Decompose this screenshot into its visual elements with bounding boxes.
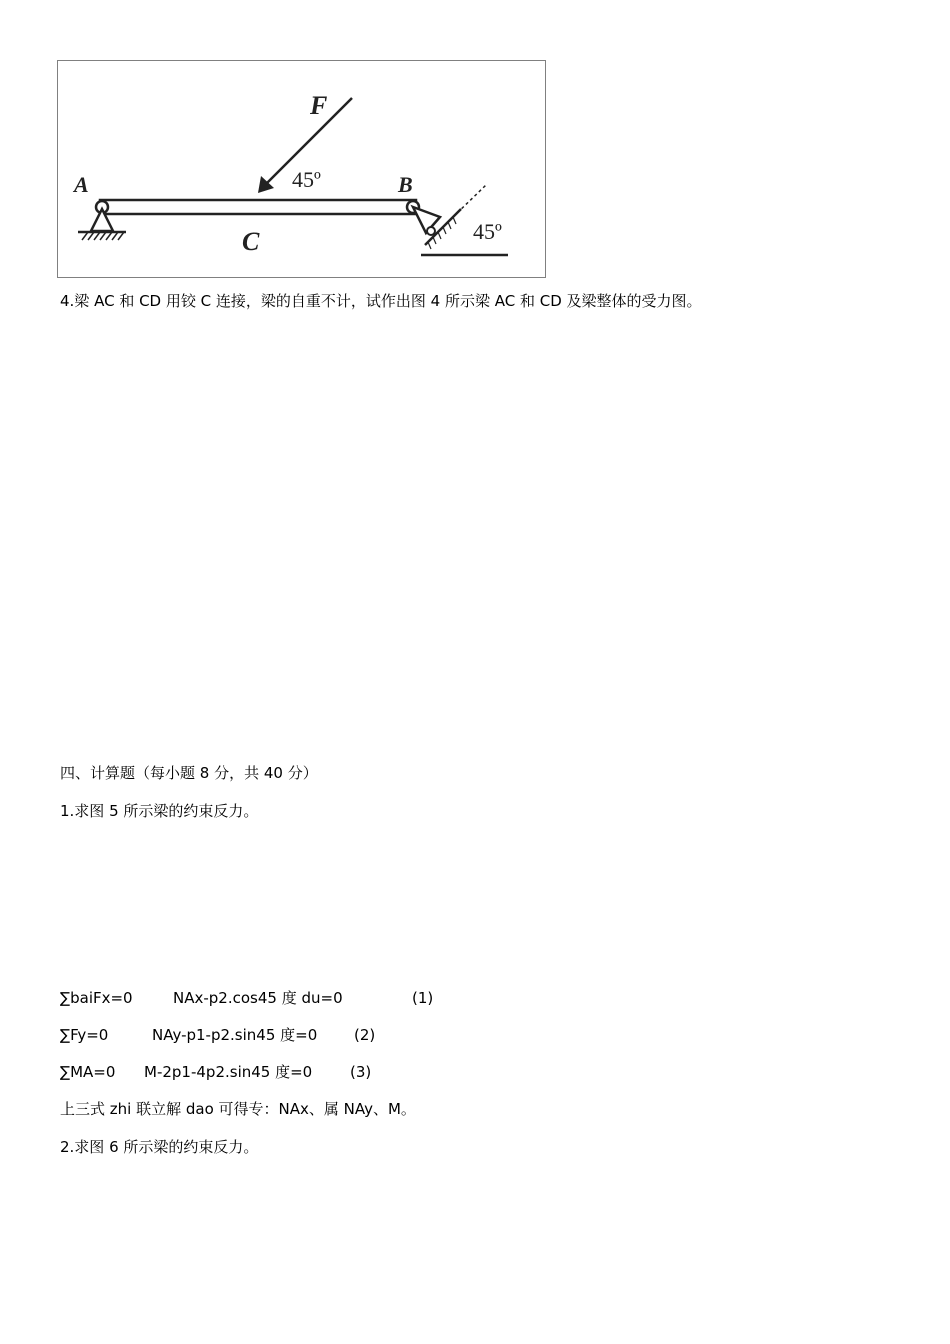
equation-expression: NAx-p2.cos45 度 du=0: [173, 989, 343, 1007]
equation-lhs: ∑MA=0: [60, 1063, 116, 1081]
point-a-label: A: [74, 172, 89, 197]
equation-row: [60, 988, 660, 1008]
calc-question-2: 2.求图 6 所示梁的约束反力。: [60, 1138, 259, 1156]
force-label: F: [310, 91, 328, 120]
beam-figure: [57, 60, 546, 278]
solution-text: 上三式 zhi 联立解 dao 可得专：NAx、属 NAy、M。: [60, 1100, 416, 1118]
point-c-label: C: [242, 227, 260, 256]
equation-expression: NAy-p1-p2.sin45 度=0: [152, 1026, 318, 1044]
equation-lhs: ∑baiFx=0: [60, 989, 133, 1007]
equation-number: (1): [412, 989, 434, 1007]
equation-row: [60, 1062, 660, 1082]
point-b-label: B: [398, 172, 413, 197]
equation-row: [60, 1025, 660, 1045]
question-4-text: 4.梁 AC 和 CD 用铰 C 连接，梁的自重不计，试作出图 4 所示梁 AC 和 CD 及梁整体的受力图。: [60, 292, 702, 310]
equation-expression: M-2p1-4p2.sin45 度=0: [144, 1063, 313, 1081]
equation-number: (2): [354, 1026, 376, 1044]
equation-lhs: ∑Fy=0: [60, 1026, 109, 1044]
calc-question-1: 1.求图 5 所示梁的约束反力。: [60, 802, 259, 820]
beam-ab: [100, 200, 416, 214]
force-angle-label: 45º: [292, 167, 321, 192]
equation-number: (3): [350, 1063, 372, 1081]
beam-diagram: [58, 61, 547, 279]
support-angle-label: 45º: [473, 219, 502, 244]
section-heading: 四、计算题（每小题 8 分，共 40 分）: [60, 764, 318, 782]
